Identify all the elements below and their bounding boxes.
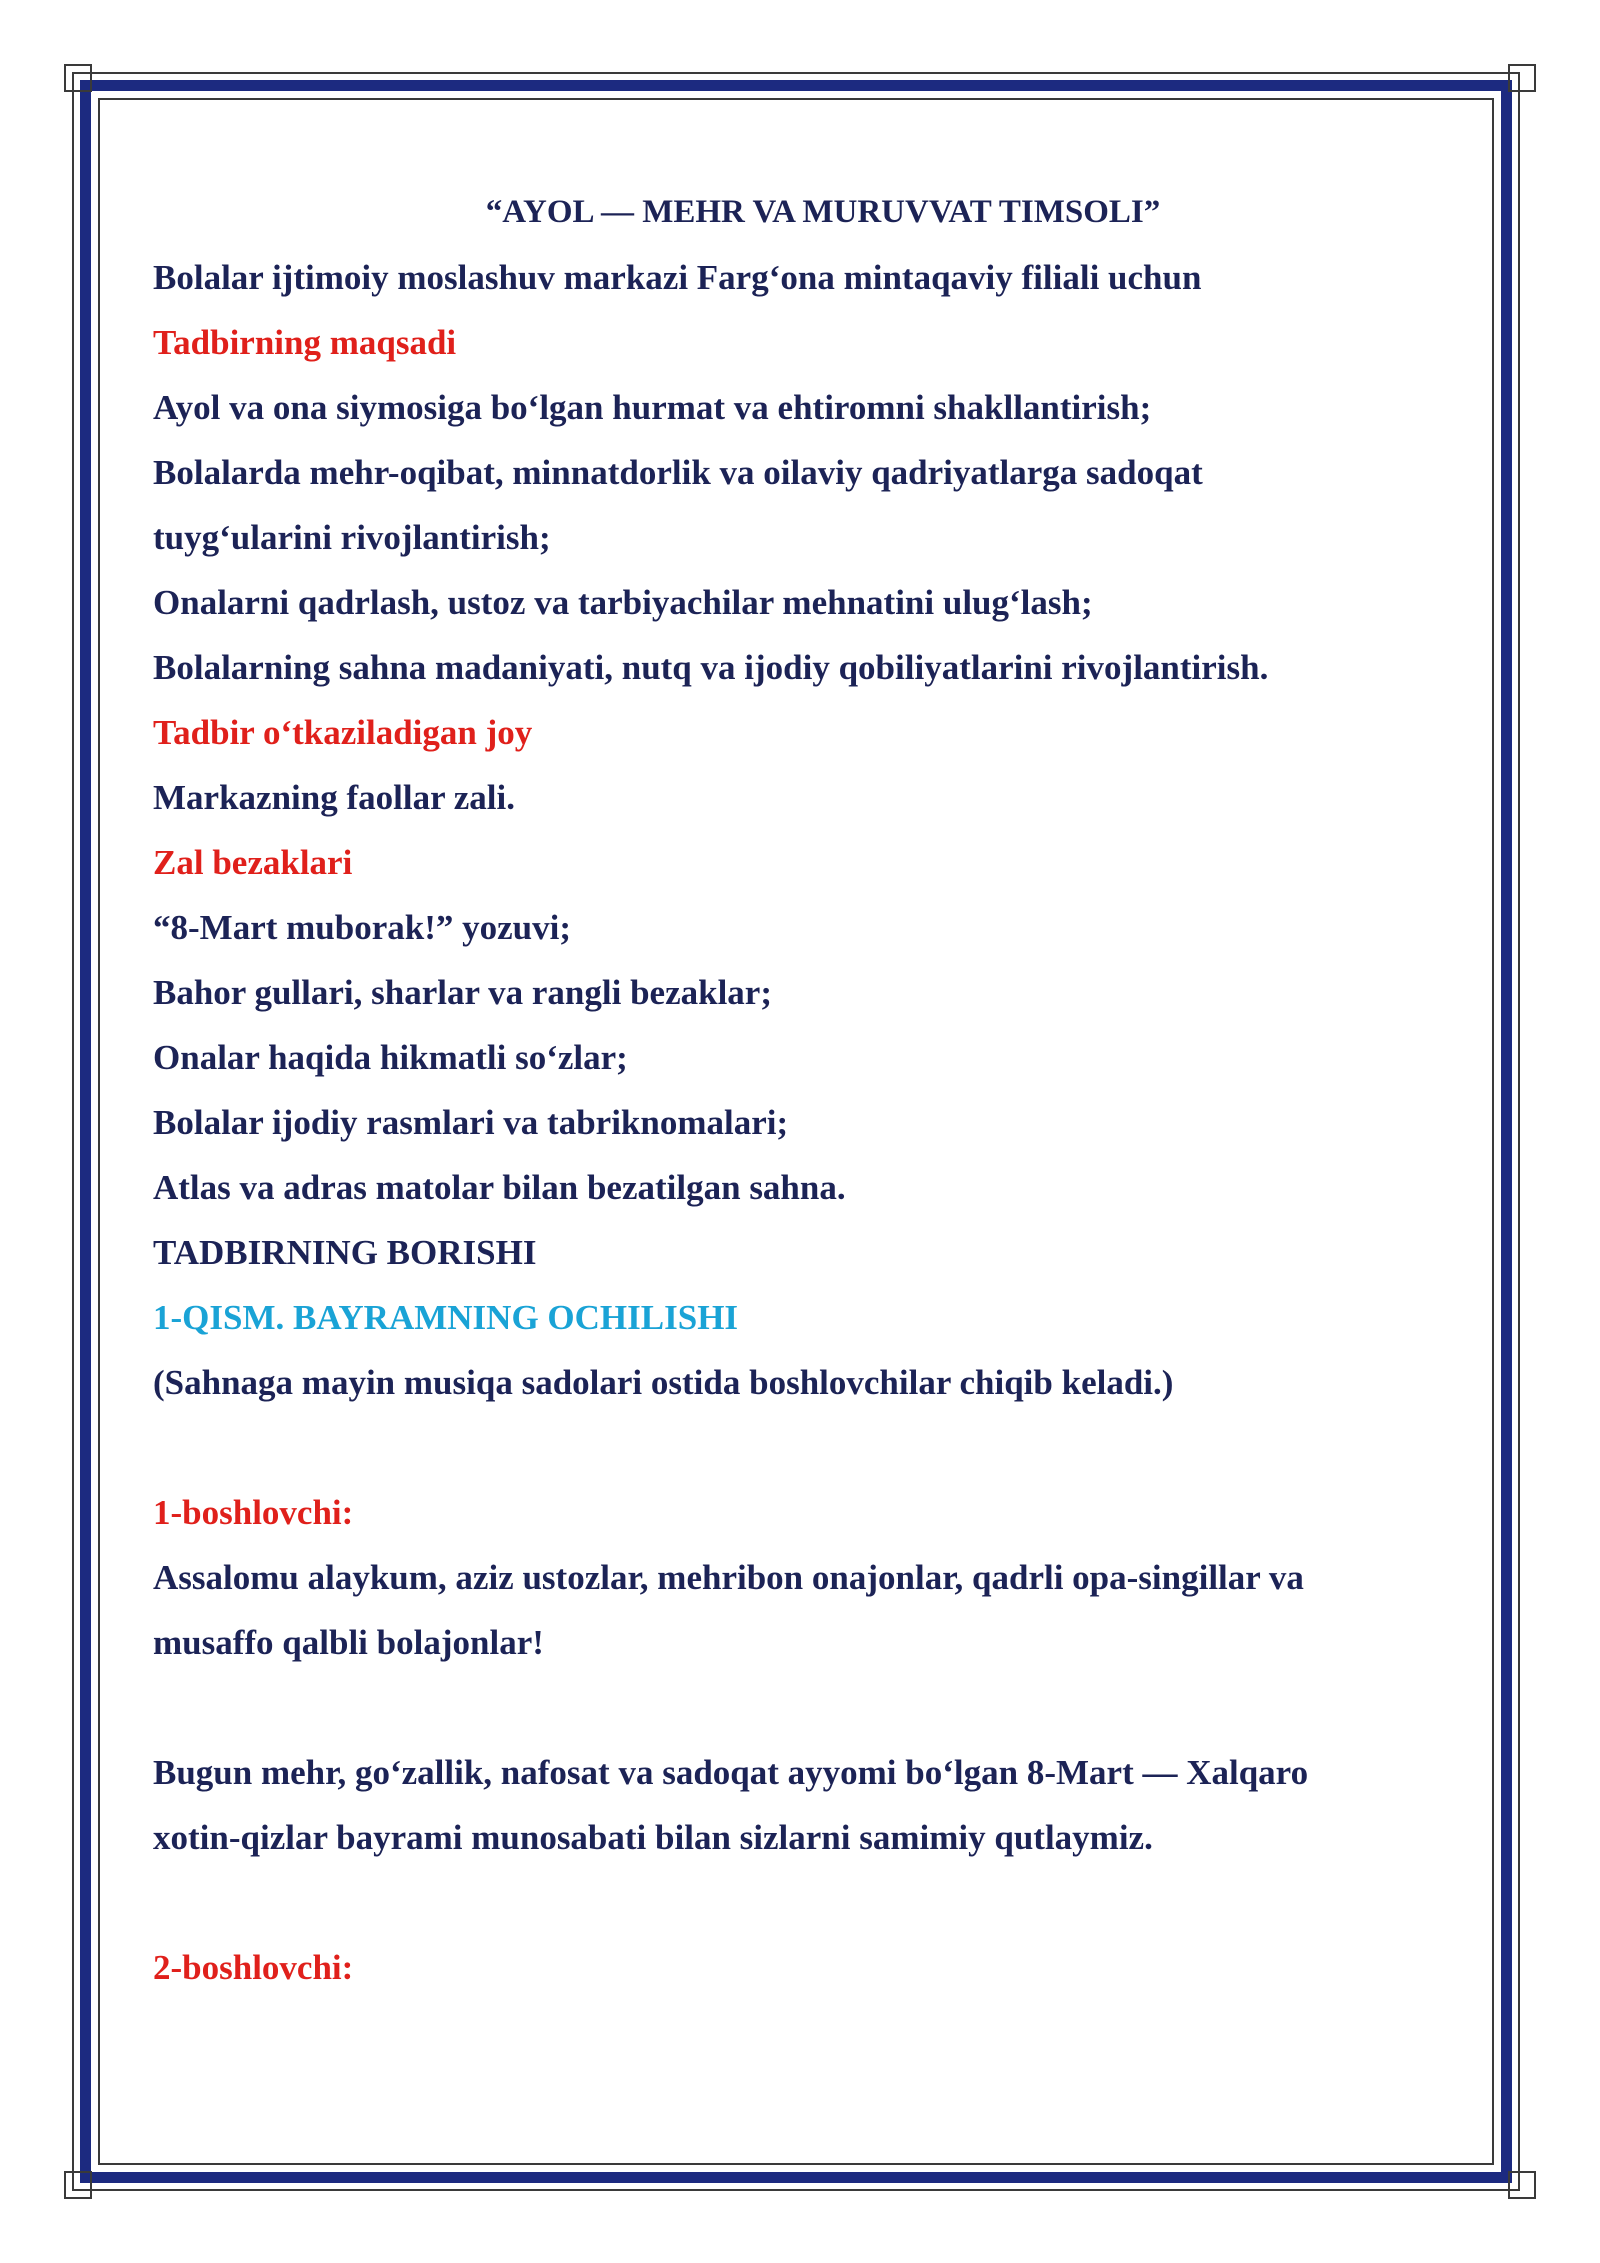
document-line: 1-QISM. BAYRAMNING OCHILISHI [153,1298,739,1337]
border-corner-bottom-right [1508,2171,1536,2199]
document-line: Zal bezaklari [153,843,353,882]
document-line: Tadbir o‘tkaziladigan joy [153,713,533,752]
document-line: Assalomu alaykum, aziz ustozlar, mehribon onajonlar, qadrli opa-singillar va [153,1558,1304,1597]
document-line: Atlas va adras matolar bilan bezatilgan sahna. [153,1168,846,1207]
document-line: Bolalarda mehr-oqibat, minnatdorlik va oilaviy qadriyatlarga sadoqat [153,453,1203,492]
document-lines [153,245,1453,2000]
document-line: 2-boshlovchi: [153,1948,354,1987]
border-corner-bottom-left [64,2171,92,2199]
blank-line [153,1870,1453,1935]
document-line: xotin-qizlar bayrami munosabati bilan sizlarni samimiy qutlaymiz. [153,1818,1153,1857]
document-line: Bolalarning sahna madaniyati, nutq va ijodiy qobiliyatlarini rivojlantirish. [153,648,1269,687]
document-line: Tadbirning maqsadi [153,323,457,362]
document-line: Ayol va ona siymosiga bo‘lgan hurmat va ehtiromni shakllantirish; [153,388,1152,427]
document-line: Bolalar ijodiy rasmlari va tabriknomalari; [153,1103,789,1142]
document-body [153,180,1453,2000]
document-line: Onalar haqida hikmatli so‘zlar; [153,1038,628,1077]
document-line: Bahor gullari, sharlar va rangli bezaklar; [153,973,772,1012]
document-line: tuyg‘ularini rivojlantirish; [153,518,551,557]
document-line: Onalarni qadrlash, ustoz va tarbiyachilar mehnatini ulug‘lash; [153,583,1093,622]
document-line: “8-Mart muborak!” yozuvi; [153,908,572,947]
document-line: TADBIRNING BORISHI [153,1233,537,1272]
border-corner-top-left [64,64,92,92]
document-line: 1-boshlovchi: [153,1493,354,1532]
blank-line [153,1675,1453,1740]
blank-line [153,1415,1453,1480]
document-line: (Sahnaga mayin musiqa sadolari ostida boshlovchilar chiqib keladi.) [153,1363,1174,1402]
border-corner-top-right [1508,64,1536,92]
document-line: musaffo qalbli bolajonlar! [153,1623,544,1662]
document-line: Bolalar ijtimoiy moslashuv markazi Farg‘ona mintaqaviy filiali uchun [153,258,1202,297]
document-title: “AYOL — MEHR VA MURUVVAT TIMSOLI” [485,194,1161,230]
document-line: Markazning faollar zali. [153,778,515,817]
document-line: Bugun mehr, go‘zallik, nafosat va sadoqat ayyomi bo‘lgan 8-Mart — Xalqaro [153,1753,1309,1792]
